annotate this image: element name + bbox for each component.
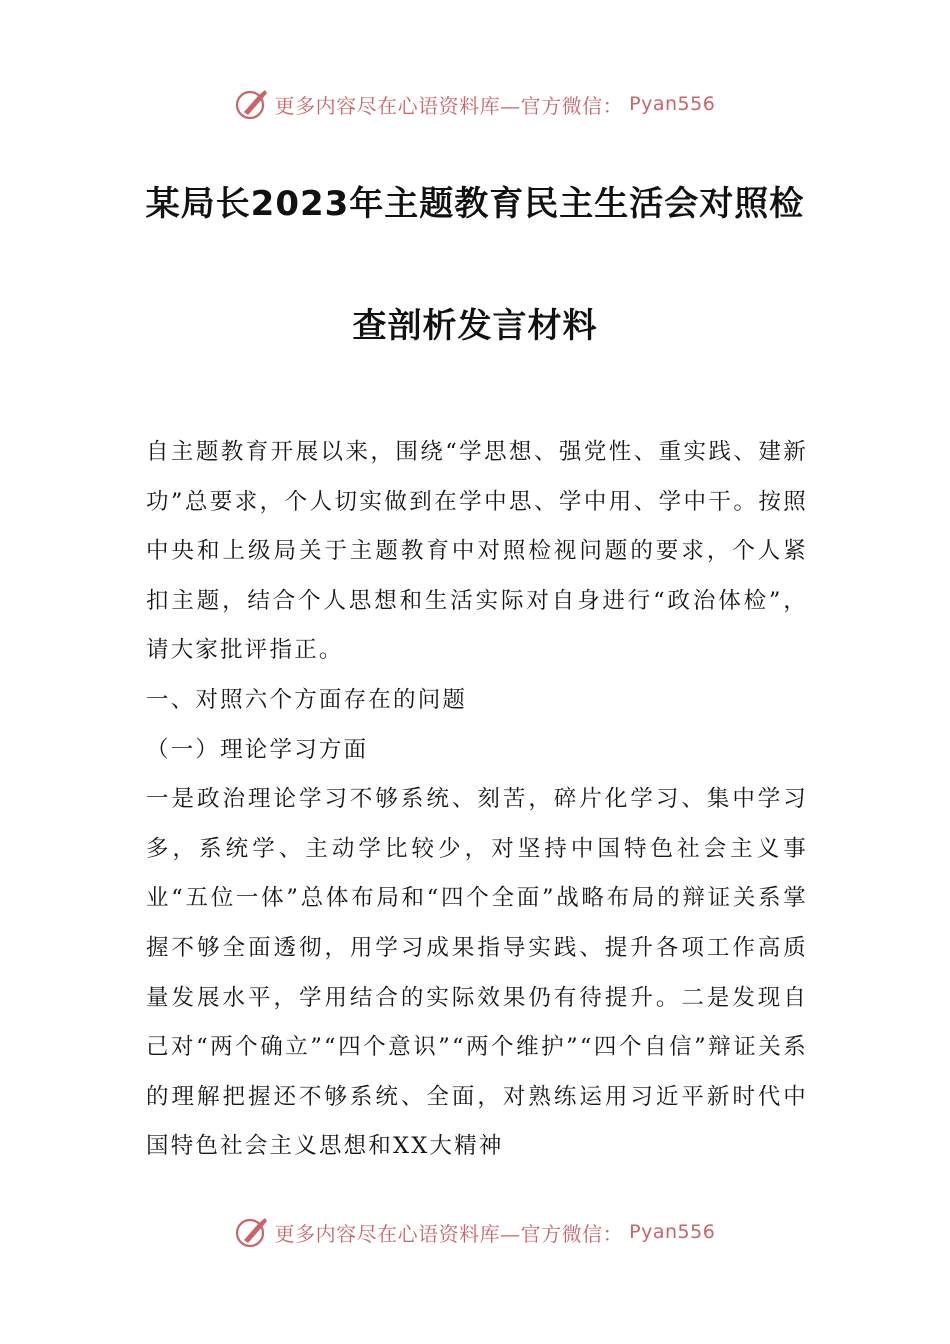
page-title-line-1: 某局长2023年主题教育民主生活会对照检 xyxy=(145,184,805,224)
watermark-text: 更多内容尽在心语资料库—官方微信： xyxy=(274,1221,624,1246)
pen-nib-circle-icon xyxy=(235,87,269,121)
page-title-line-2: 查剖析发言材料 xyxy=(352,306,598,346)
paragraph-theory-study: 一是政治理论学习不够系统、刻苦，碎片化学习、集中学习多，系统学、主动学比较少，对坚持中国特色社会主义事业“五位一体”总体布局和“四个全面”战略布局的辩证关系掌握不够全面透彻，用学习成果指导实践、提升各项工作高质量发展水平，学用结合的实际效果仍有待提升。二是发现自己对“两个确立”“四个意识”“两个维护”“四个自信”辩证关系的理解把握还不够系统、全面，对熟练运用习近平新时代中国特色社会主义思想和XX大精神 xyxy=(146,786,808,1160)
watermark-id: Pyan556 xyxy=(629,93,716,115)
watermark-footer xyxy=(0,1212,950,1252)
subsection-heading: （一）理论学习方面 xyxy=(146,736,369,763)
watermark-header xyxy=(0,84,950,124)
paragraph-intro: 自主题教育开展以来，围绕“学思想、强党性、重实践、建新功”总要求，个人切实做到在学中思、学中用、学中干。按照中央和上级局关于主题教育中对照检视问题的要求，个人紧扣主题，结合个人思想和生活实际对自身进行“政治体检”，请大家批评指正。 xyxy=(146,439,808,664)
watermark-id: Pyan556 xyxy=(629,1221,716,1243)
pen-nib-circle-icon xyxy=(235,1215,269,1249)
document-body xyxy=(146,428,808,1172)
section-heading: 一、对照六个方面存在的问题 xyxy=(146,686,468,713)
watermark-text: 更多内容尽在心语资料库—官方微信： xyxy=(274,93,624,118)
